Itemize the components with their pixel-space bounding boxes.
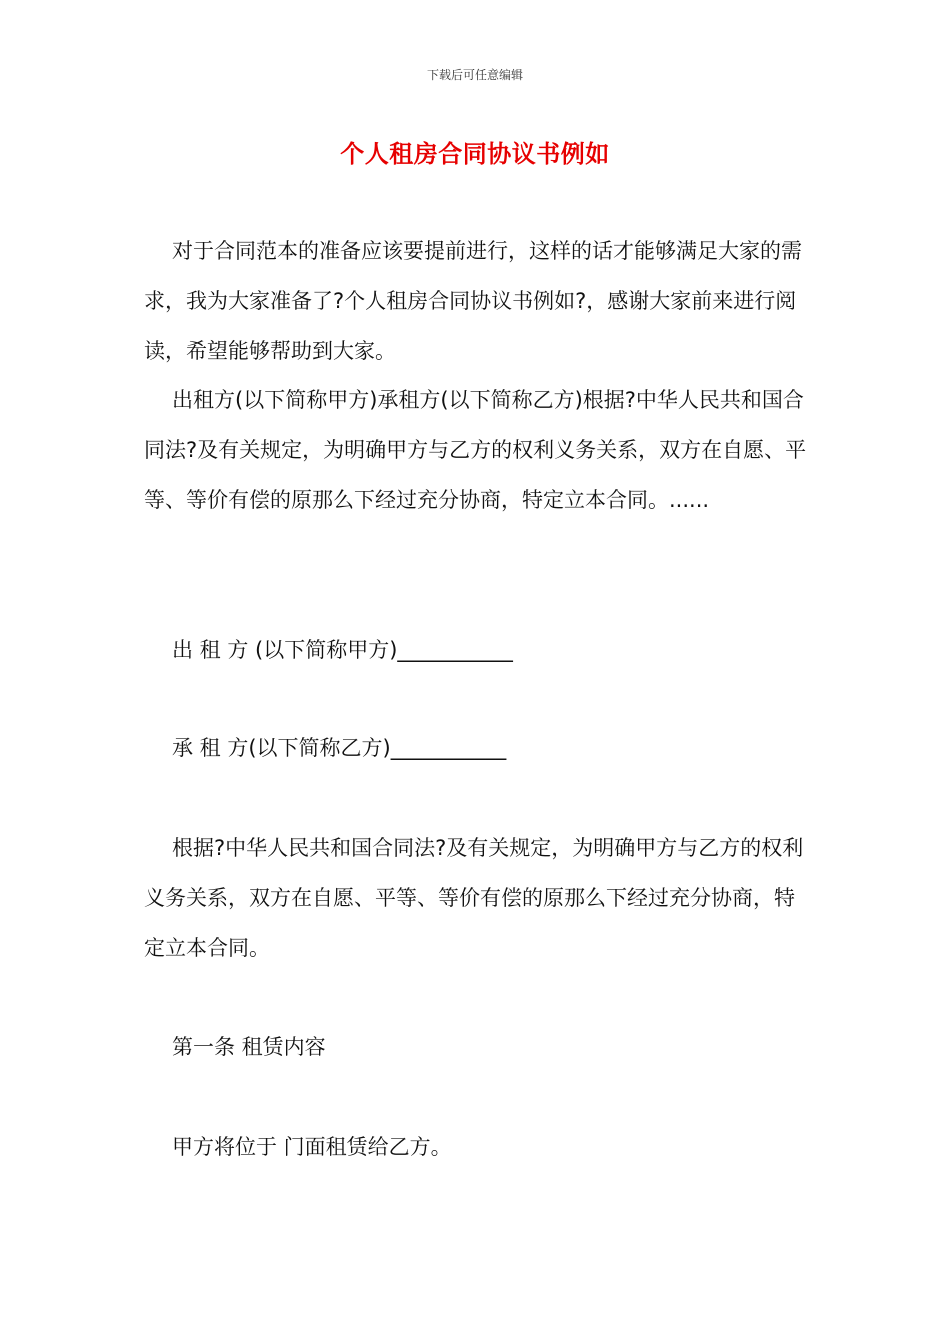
- intro-paragraph: 对于合同范本的准备应该要提前进行，这样的话才能够满足大家的需求，我为大家准备了?个人租房合同协议书例如?，感谢大家前来进行阅读，希望能够帮助到大家。: [144, 239, 802, 363]
- basis-paragraph: 根据?中华人民共和国合同法?及有关规定，为明确甲方与乙方的权利义务关系，双方在自愿、平等、等价有偿的原那么下经过充分协商，特定立本合同。: [144, 836, 804, 960]
- document-title: 个人租房合同协议书例如: [340, 140, 610, 168]
- lessee-line: 承 租 方(以下简称乙方)___________: [172, 736, 507, 760]
- header-note: 下载后可任意编辑: [426, 68, 523, 82]
- lessor-line: 出 租 方 (以下简称甲方)___________: [172, 638, 513, 662]
- article-heading: 第一条 租赁内容: [172, 1035, 326, 1059]
- preamble-paragraph: 出租方(以下简称甲方)承租方(以下简称乙方)根据?中华人民共和国合同法?及有关规定，为明确甲方与乙方的权利义务关系，双方在自愿、平等、等价有偿的原那么下经过充分协商，特定立本合同。......: [144, 388, 807, 512]
- article-body: 甲方将位于 门面租赁给乙方。: [172, 1135, 452, 1159]
